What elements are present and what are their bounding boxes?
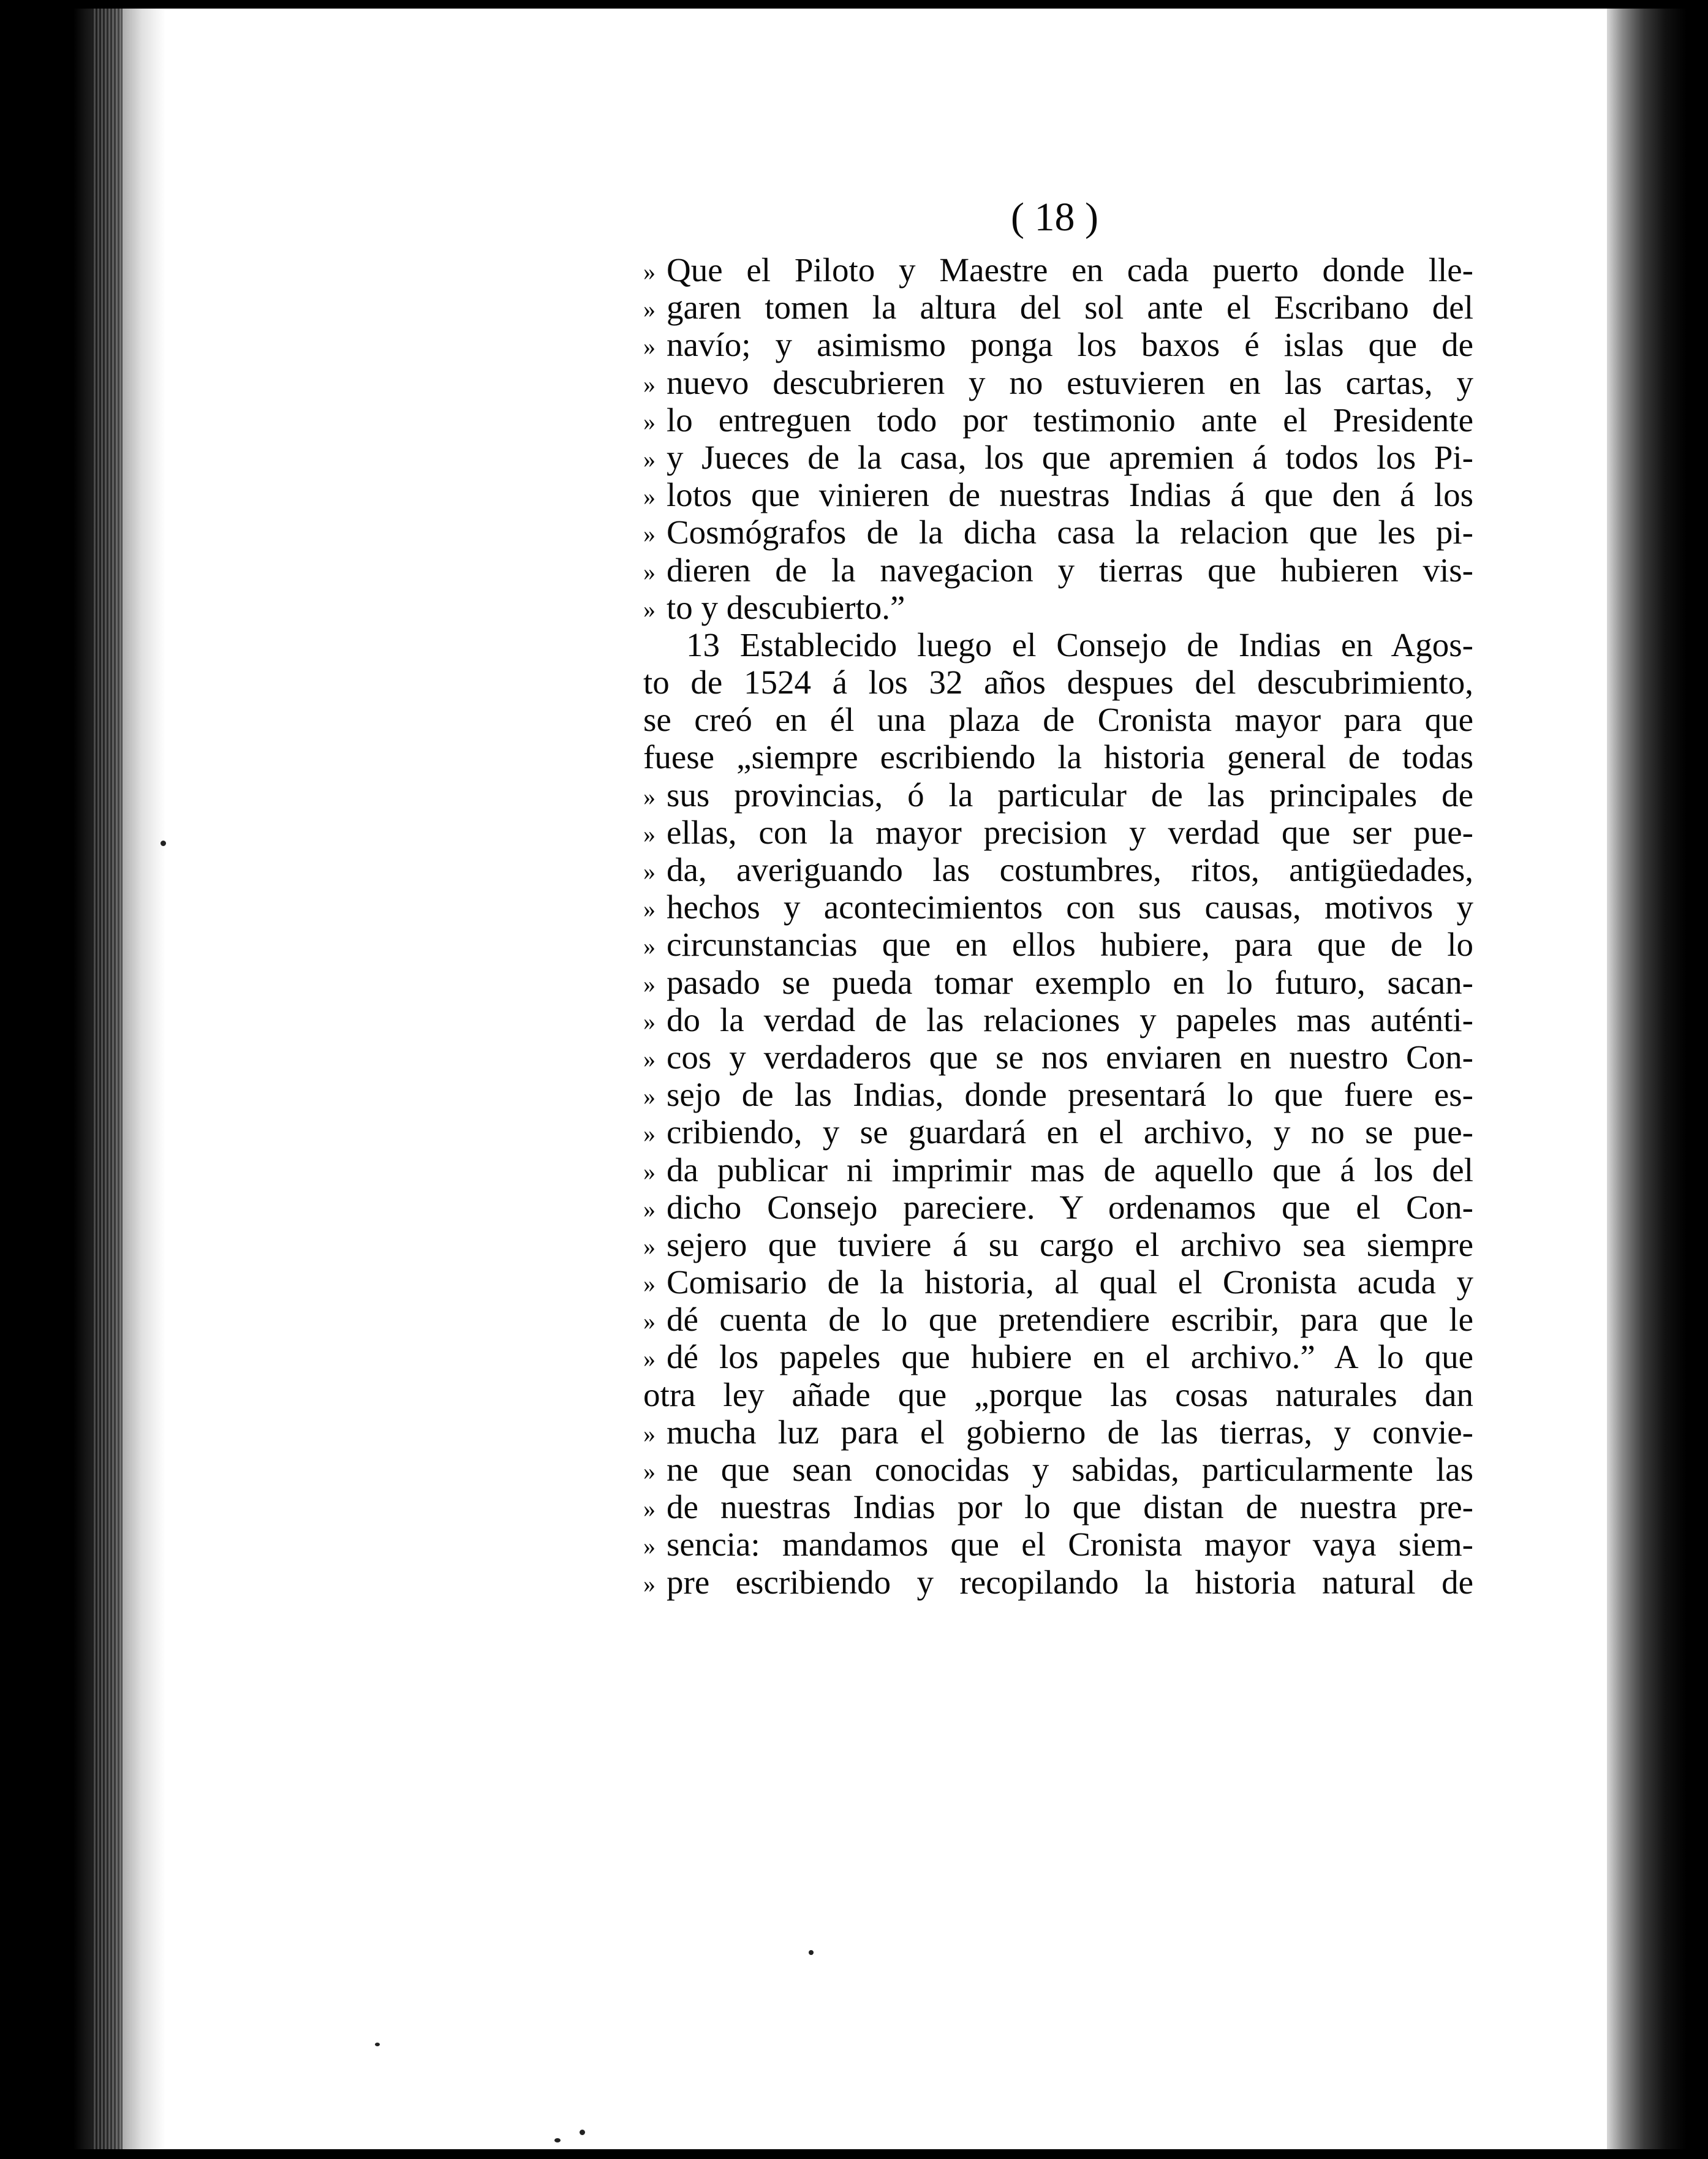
quote-mark: »	[643, 932, 656, 961]
line-text: y Jueces de la casa, los que apremien á todos los Pi-	[667, 438, 1473, 476]
text-line	[643, 776, 1473, 814]
text-line	[643, 589, 1473, 626]
line-text: lotos que vinieren de nuestras Indias á que den á los	[667, 476, 1473, 514]
text-line	[643, 251, 1473, 289]
line-text: dieren de la navegacion y tierras que hubieren vis-	[667, 551, 1473, 589]
quote-mark: »	[643, 445, 656, 473]
quote-mark: »	[643, 970, 656, 998]
line-text: sejero que tuviere á su cargo el archivo sea siempre	[667, 1225, 1473, 1263]
line-text: do la verdad de las relaciones y papeles mas auténti-	[667, 1000, 1473, 1038]
text-line	[643, 1451, 1473, 1488]
quote-mark: »	[643, 1307, 656, 1336]
line-text: hechos y acontecimientos con sus causas, motivos y	[667, 888, 1473, 926]
line-text: nuevo descubrieren y no estuvieren en las cartas, y	[667, 363, 1473, 401]
line-text: sejo de las Indias, donde presentará lo que fuere es-	[667, 1076, 1473, 1114]
line-text: to de 1524 á los 32 años despues del descubrimiento,	[643, 664, 1473, 701]
quote-mark: »	[643, 295, 656, 323]
line-text: sencia: mandamos que el Cronista mayor vaya siem-	[667, 1526, 1473, 1563]
quote-mark: »	[643, 1157, 656, 1185]
quote-mark: »	[643, 1345, 656, 1373]
quote-mark: »	[643, 595, 656, 623]
text-line	[643, 1488, 1473, 1526]
quote-mark: »	[643, 558, 656, 586]
scan-speck	[580, 2130, 585, 2135]
page-number: ( 18 )	[1011, 195, 1098, 240]
text-line	[643, 1076, 1473, 1113]
body-text	[643, 251, 1473, 1601]
line-text: dicho Consejo pareciere. Y ordenamos que el Con-	[667, 1188, 1473, 1226]
text-line	[643, 926, 1473, 963]
quote-mark: »	[643, 820, 656, 848]
text-line	[643, 1301, 1473, 1338]
scan-speck	[161, 841, 166, 846]
text-line	[643, 1263, 1473, 1301]
line-text: 13 Establecido luego el Consejo de Indias en Agos-	[686, 626, 1473, 664]
line-text: da publicar ni imprimir mas de aquello que á los del	[667, 1151, 1473, 1189]
quote-mark: »	[643, 1195, 656, 1223]
text-line	[643, 289, 1473, 326]
text-line	[643, 326, 1473, 363]
line-text: pasado se pueda tomar exemplo en lo futuro, sacan-	[667, 963, 1473, 1001]
text-line-paragraph-start	[643, 626, 1473, 664]
line-text: otra ley añade que „porque las cosas naturales dan	[643, 1375, 1473, 1413]
text-line	[643, 476, 1473, 513]
line-text: dé cuenta de lo que pretendiere escribir, para que le	[667, 1301, 1473, 1339]
quote-mark: »	[643, 1570, 656, 1598]
text-line	[643, 1038, 1473, 1076]
line-text: lo entreguen todo por testimonio ante el Presidente	[667, 401, 1473, 439]
line-text: sus provincias, ó la particular de las principales de	[667, 776, 1473, 814]
quote-mark: »	[643, 1495, 656, 1523]
quote-mark: »	[643, 1232, 656, 1260]
line-text: da, averiguando las costumbres, ritos, antigüedades,	[667, 851, 1473, 888]
scan-speck	[375, 2043, 380, 2046]
line-text: ne que sean conocidas y sabidas, particularmente las	[667, 1451, 1473, 1488]
line-text: Cosmógrafos de la dicha casa la relacion que les pi-	[667, 513, 1473, 551]
line-text: cos y verdaderos que se nos enviaren en nuestro Con-	[667, 1038, 1473, 1076]
quote-mark: »	[643, 370, 656, 398]
quote-mark: »	[643, 895, 656, 923]
line-text: navío; y asimismo ponga los baxos é islas que de	[667, 326, 1473, 364]
line-text: circunstancias que en ellos hubiere, para que de lo	[667, 926, 1473, 964]
line-text: to y descubierto.”	[667, 588, 905, 626]
text-line	[643, 1526, 1473, 1563]
quote-mark: »	[643, 258, 656, 285]
text-line	[643, 364, 1473, 401]
text-line	[643, 664, 1473, 701]
text-line	[643, 513, 1473, 551]
text-line	[643, 1001, 1473, 1038]
scan-border-bottom	[0, 2149, 1708, 2159]
text-line	[643, 1226, 1473, 1263]
text-line	[643, 401, 1473, 439]
text-line	[643, 814, 1473, 851]
line-text: pre escribiendo y recopilando la historia natural de	[667, 1563, 1473, 1601]
text-line	[643, 888, 1473, 926]
page-edges-binding	[92, 0, 123, 2159]
quote-mark: »	[643, 1007, 656, 1035]
quote-mark: »	[643, 782, 656, 811]
quote-mark: »	[643, 1458, 656, 1485]
text-line	[643, 551, 1473, 589]
quote-mark: »	[643, 1083, 656, 1111]
line-text: dé los papeles que hubiere en el archivo.” A lo que	[667, 1338, 1473, 1376]
text-line	[643, 738, 1473, 776]
quote-mark: »	[643, 1045, 656, 1073]
quote-mark: »	[643, 1120, 656, 1148]
line-text: ellas, con la mayor precision y verdad que ser pue-	[667, 813, 1473, 851]
text-line	[643, 1563, 1473, 1601]
line-text: cribiendo, y se guardará en el archivo, y no se pue-	[667, 1113, 1473, 1151]
text-line	[643, 851, 1473, 888]
line-text: mucha luz para el gobierno de las tierras, y convie-	[667, 1413, 1473, 1451]
text-line	[643, 701, 1473, 738]
text-line	[643, 439, 1473, 476]
quote-mark: »	[643, 520, 656, 548]
text-line	[643, 1189, 1473, 1226]
line-text: de nuestras Indias por lo que distan de nuestra pre-	[667, 1488, 1473, 1526]
quote-mark: »	[643, 1532, 656, 1560]
line-text: fuese „siempre escribiendo la historia general de todas	[643, 738, 1473, 776]
line-text: Comisario de la historia, al qual el Cronista acuda y	[667, 1263, 1473, 1301]
quote-mark: »	[643, 1270, 656, 1298]
text-line	[643, 1151, 1473, 1189]
text-line	[643, 1376, 1473, 1413]
text-line	[643, 1113, 1473, 1151]
line-text: garen tomen la altura del sol ante el Escribano del	[667, 289, 1473, 327]
scan-border-right	[1607, 0, 1708, 2159]
scan-speck	[809, 1950, 814, 1955]
text-line	[643, 1338, 1473, 1375]
quote-mark: »	[643, 333, 656, 361]
quote-mark: »	[643, 1420, 656, 1448]
scan-border-top	[0, 0, 1708, 9]
text-line	[643, 1413, 1473, 1451]
line-text: se creó en él una plaza de Cronista mayor para que	[643, 701, 1473, 739]
text-line	[643, 964, 1473, 1001]
scan-speck	[554, 2138, 561, 2142]
quote-mark: »	[643, 483, 656, 511]
quote-mark: »	[643, 407, 656, 436]
quote-mark: »	[643, 858, 656, 885]
line-text: Que el Piloto y Maestre en cada puerto donde lle-	[667, 251, 1473, 289]
